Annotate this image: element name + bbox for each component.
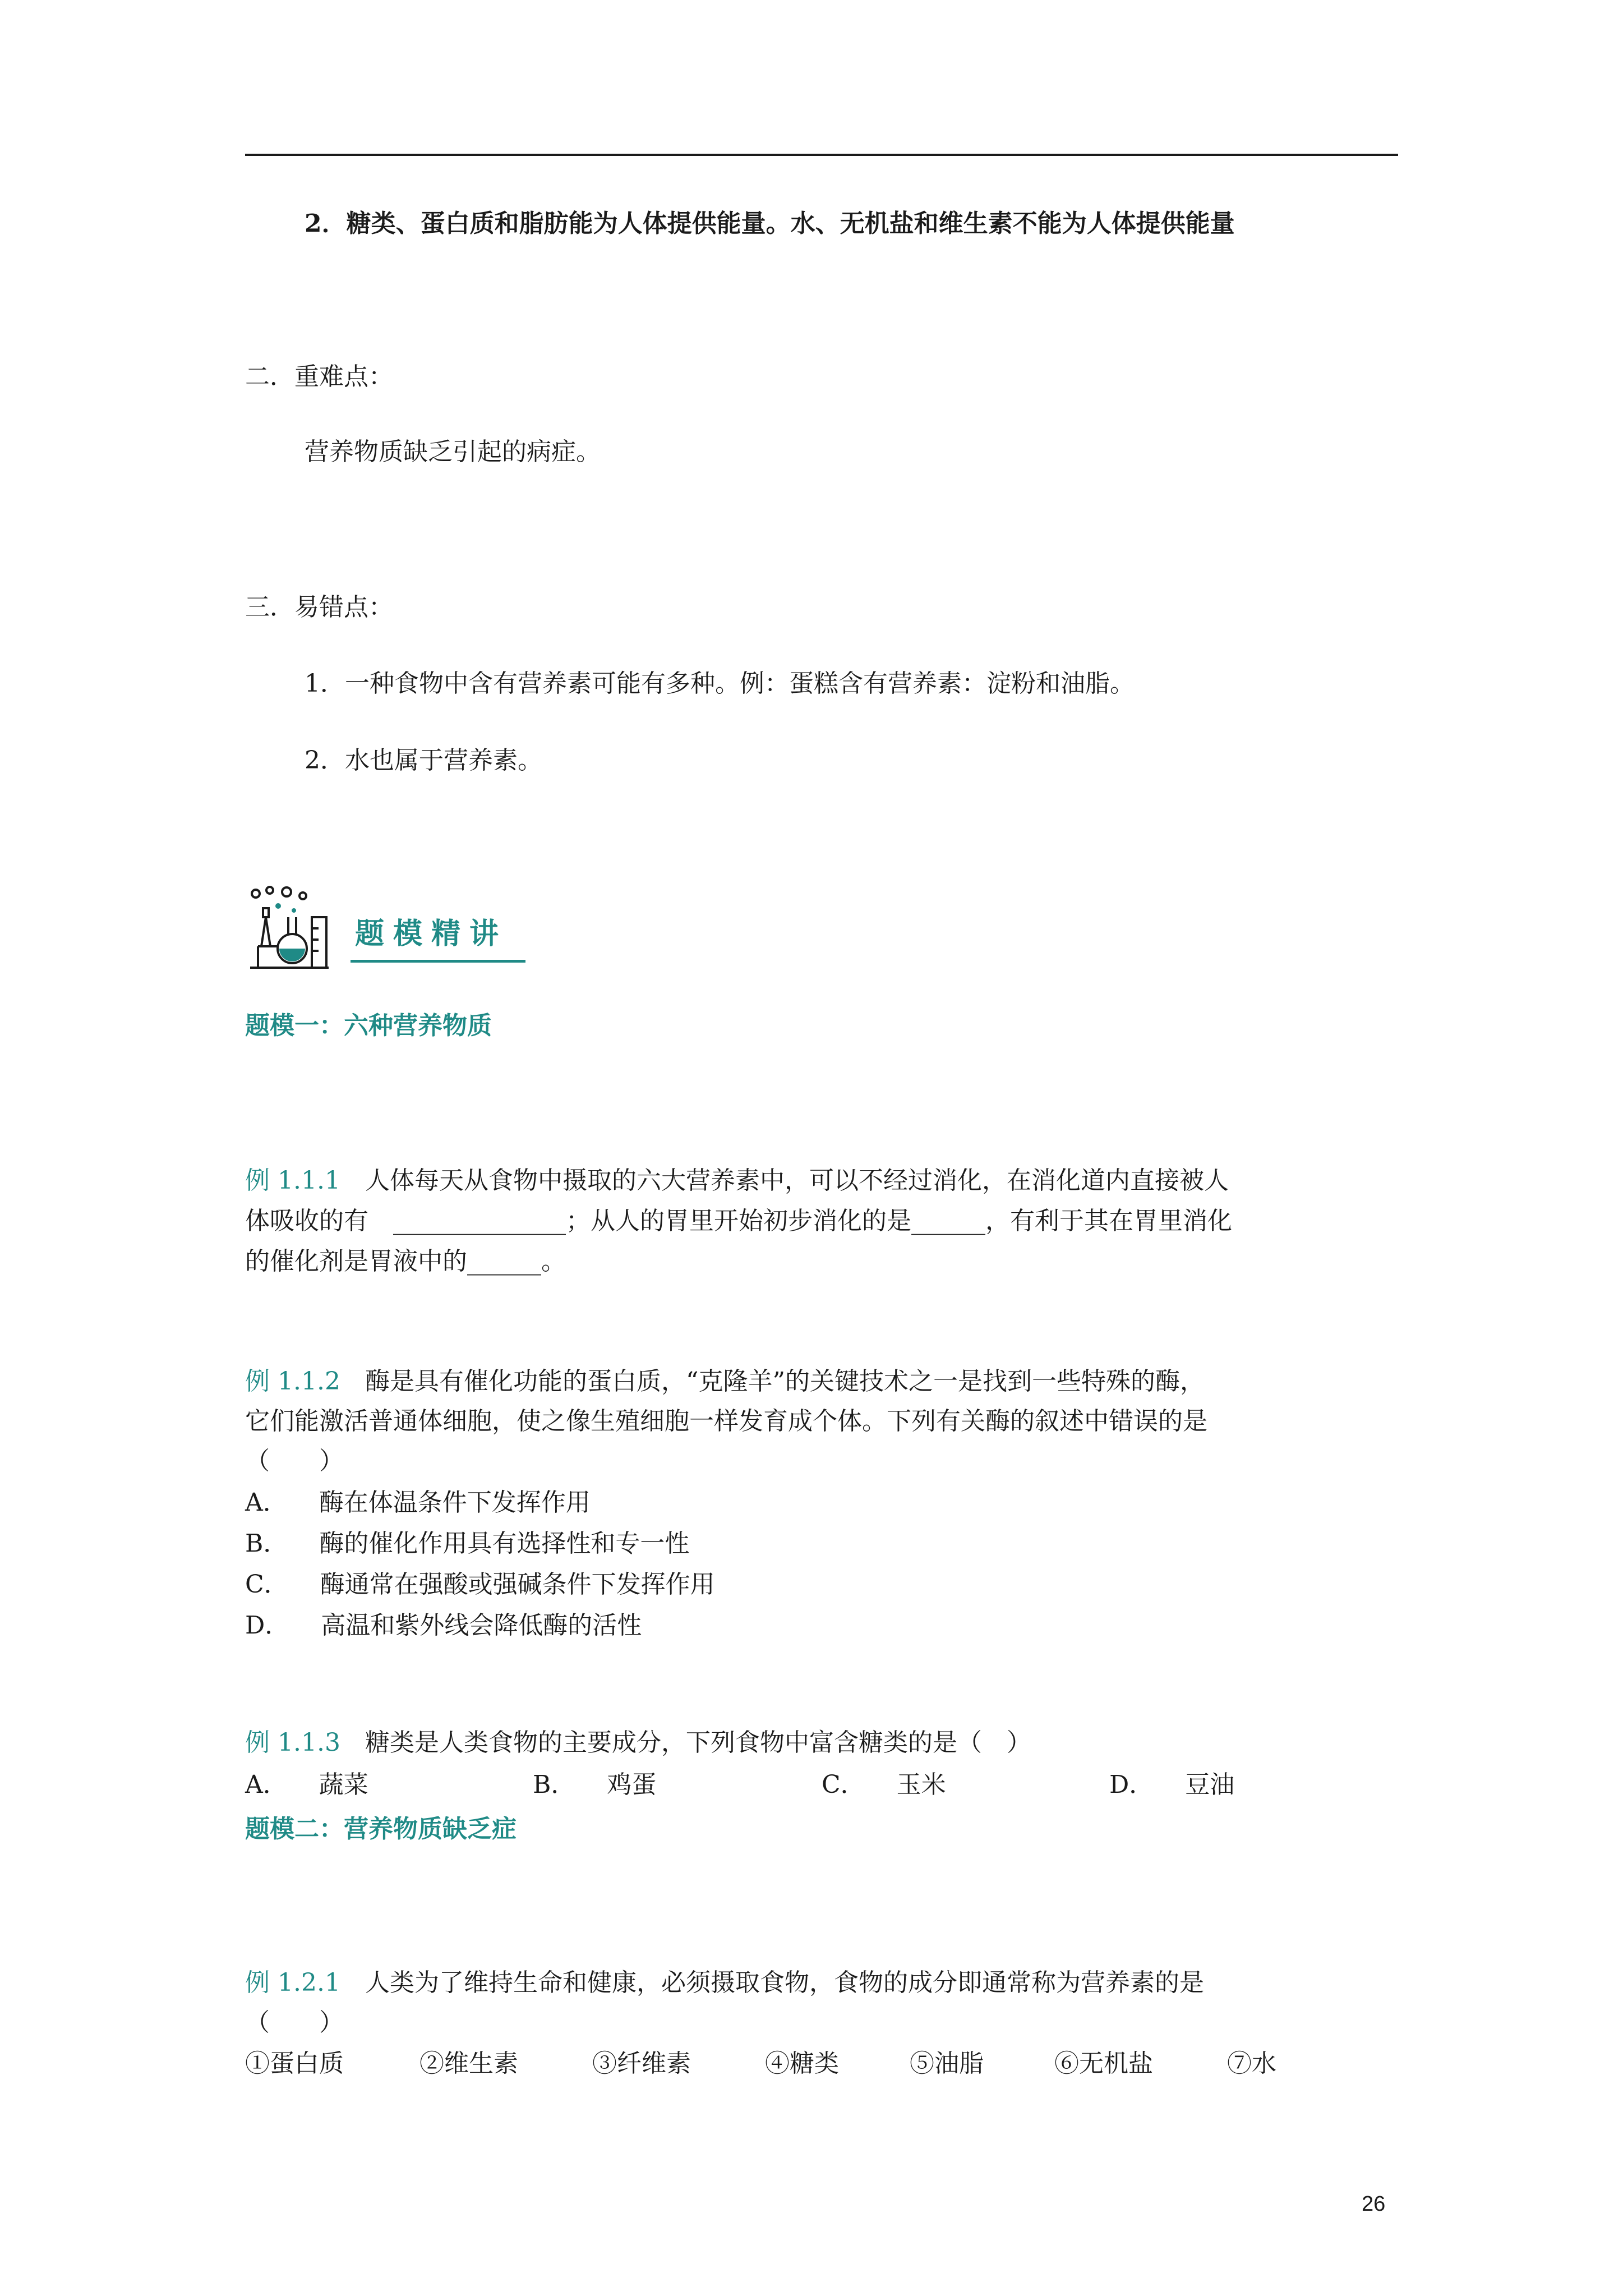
ex3-option-c: [822, 1769, 946, 1801]
option-key: A．: [245, 1770, 288, 1799]
key-point-2: 2．糖类、蛋白质和脂肪能为人体提供能量。水、无机盐和维生素不能为人体提供能量: [305, 209, 1235, 238]
nutrient-item: ⑤油脂: [910, 2049, 984, 2078]
option-text: 豆油: [1185, 1770, 1235, 1799]
error-item-1: 1．一种食物中含有营养素可能有多种。例：蛋糕含有营养素：淀粉和油脂。: [305, 669, 1135, 698]
example-1-1-2-line2: 它们能激活普通体细胞，使之像生殖细胞一样发育成个体。下列有关酶的叙述中错误的是: [245, 1407, 1207, 1435]
header-rule: [245, 154, 1398, 156]
option-text: 鸡蛋: [607, 1770, 657, 1799]
option-d: [245, 1609, 642, 1642]
nutrient-item: ⑥无机盐: [1054, 2049, 1153, 2078]
difficult-text: 营养物质缺乏引起的病症。: [305, 438, 601, 466]
example-label: 例 1.1.3: [245, 1728, 340, 1757]
option-key: B．: [533, 1770, 576, 1799]
nutrient-item: ④糖类: [765, 2049, 839, 2078]
option-text: 蔬菜: [319, 1770, 368, 1799]
option-c: [245, 1568, 715, 1601]
errors-heading: 三．易错点：: [245, 593, 393, 622]
nutrient-item: ③纤维素: [592, 2049, 691, 2078]
example-1-1-1: [245, 1165, 1229, 1197]
example-text: 糖类是人类食物的主要成分，下列食物中富含糖类的是（ ）: [365, 1728, 1031, 1757]
option-text: 酶在体温条件下发挥作用: [319, 1488, 591, 1517]
example-1-2-1: [245, 1967, 1204, 1999]
option-key: B．: [245, 1529, 288, 1558]
page-number: 26: [1362, 2192, 1386, 2216]
difficult-heading: 二．重难点：: [245, 362, 393, 391]
example-text: 人体每天从食物中摄取的六大营养素中，可以不经过消化，在消化道内直接被人: [365, 1166, 1229, 1195]
option-text: 高温和紫外线会降低酶的活性: [321, 1611, 642, 1640]
module-2-title: 题模二：营养物质缺乏症: [245, 1815, 517, 1843]
option-key: A．: [245, 1488, 288, 1517]
ex3-option-a: [245, 1769, 368, 1801]
section-title-underline: [351, 960, 525, 963]
option-key: C．: [822, 1770, 865, 1799]
module-1-title: 题模一：六种营养物质: [245, 1011, 492, 1040]
option-a: [245, 1487, 591, 1519]
error-item-2: 2．水也属于营养素。: [305, 746, 542, 775]
option-text: 酶通常在强酸或强碱条件下发挥作用: [320, 1570, 715, 1599]
option-b: [245, 1527, 689, 1560]
example-label: 例 1.1.2: [245, 1367, 340, 1396]
example-text: 酶是具有催化功能的蛋白质，“克隆羊”的关键技术之一是找到一些特殊的酶，: [365, 1367, 1205, 1396]
section-title: 题模精讲: [355, 917, 508, 951]
nutrient-item: ⑦水: [1227, 2049, 1276, 2078]
example-1-1-3: [245, 1727, 1031, 1759]
nutrient-item: ②维生素: [419, 2049, 518, 2078]
example-label: 例 1.1.1: [245, 1166, 340, 1195]
option-key: C．: [245, 1570, 289, 1599]
example-1-1-2: [245, 1365, 1205, 1398]
example-1-1-2-line3: （ ）: [245, 1447, 344, 1475]
example-label: 例 1.2.1: [245, 1968, 340, 1997]
ex3-option-d: [1109, 1769, 1234, 1801]
option-text: 玉米: [896, 1770, 946, 1799]
example-1-2-1-line2: （ ）: [245, 2008, 344, 2037]
lab-flask-icon: [245, 884, 345, 973]
example-1-1-1-line2: 体吸收的有 ______________；从人的胃里开始初步消化的是______，有利于其在胃里消化: [245, 1207, 1232, 1235]
ex3-option-b: [533, 1769, 656, 1801]
example-text: 人类为了维持生命和健康，必须摄取食物，食物的成分即通常称为营养素的是: [365, 1968, 1204, 1997]
example-1-1-1-line3: 的催化剂是胃液中的______。: [245, 1247, 566, 1276]
option-key: D．: [245, 1611, 290, 1640]
option-text: 酶的催化作用具有选择性和专一性: [319, 1529, 690, 1558]
option-key: D．: [1109, 1770, 1154, 1799]
nutrient-item: ①蛋白质: [245, 2049, 344, 2078]
